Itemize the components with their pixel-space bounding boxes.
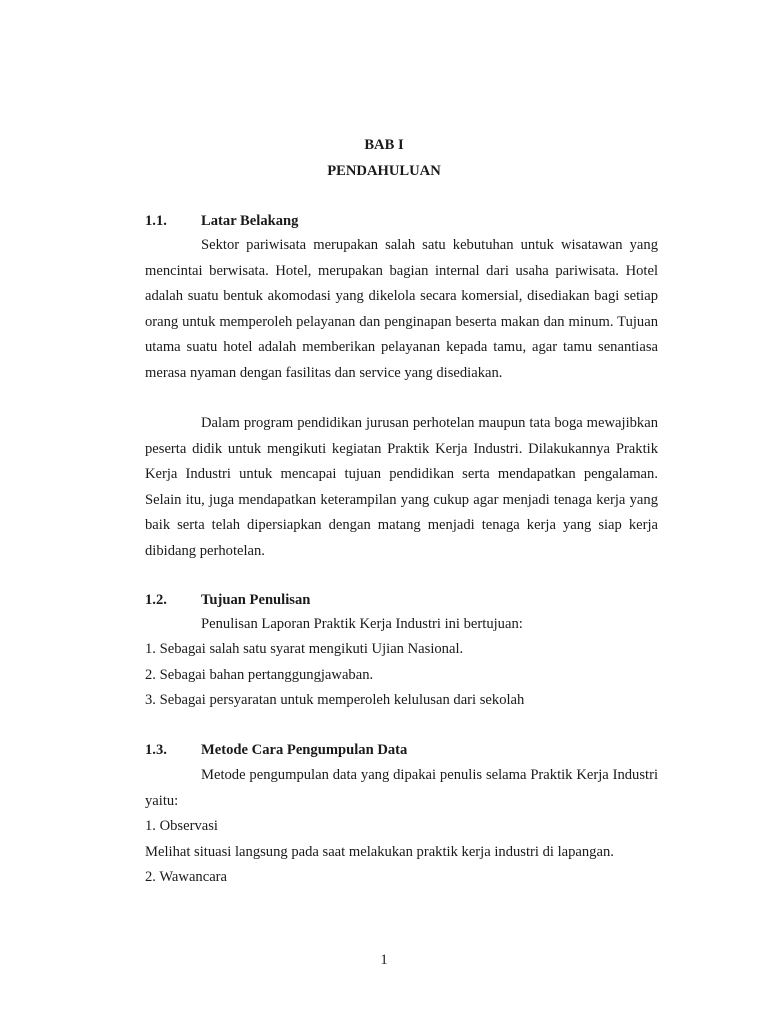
section-heading-1-1 [145, 213, 298, 230]
chapter-title: PENDAHULUAN [327, 163, 441, 179]
section-title: Tujuan Penulisan [201, 592, 311, 608]
section-title: Metode Cara Pengumpulan Data [201, 742, 408, 758]
section-number: 1.3. [145, 742, 167, 758]
list-item: 1. Sebagai salah satu syarat mengikuti Ujian Nasional. [145, 641, 464, 657]
list-item: 2. Wawancara [145, 869, 228, 885]
chapter-label: BAB I [364, 137, 404, 153]
list-item-description: Melihat situasi langsung pada saat melakukan praktik kerja industri di lapangan. [145, 844, 614, 860]
section-title: Latar Belakang [201, 213, 299, 229]
paragraph-1-1-b: Dalam program pendidikan jurusan perhotelan maupun tata boga mewajibkan peserta didik untuk mengikuti kegiatan Praktik Kerja Industri. Dilakukannya Praktik Kerja Industri untuk mencapai tujuan pendidikan serta mendapatkan pengalaman. Selain itu, juga mendapatkan keterampilan yang cukup agar menjadi tenaga kerja yang baik serta telah dipersiapkan dengan matang menjadi tenaga kerja yang siap kerja dibidang perhotelan. [145, 415, 658, 559]
section-number: 1.1. [145, 213, 167, 229]
section-1-2-intro: Penulisan Laporan Praktik Kerja Industri ini bertujuan: [201, 616, 523, 632]
list-item: 1. Observasi [145, 818, 218, 834]
page-number: 1 [380, 952, 388, 968]
section-1-3-intro: Metode pengumpulan data yang dipakai penulis selama Praktik Kerja Industri yaitu: [145, 767, 658, 809]
section-heading-1-2 [145, 592, 310, 609]
section-number: 1.2. [145, 592, 167, 608]
list-item: 2. Sebagai bahan pertanggungjawaban. [145, 667, 374, 683]
list-item: 3. Sebagai persyaratan untuk memperoleh kelulusan dari sekolah [145, 692, 525, 708]
section-heading-1-3 [145, 742, 407, 759]
paragraph-1-1-a: Sektor pariwisata merupakan salah satu kebutuhan untuk wisatawan yang mencintai berwisata. Hotel, merupakan bagian internal dari usaha pariwisata. Hotel adalah suatu bentuk akomodasi yang dikelola secara komersial, disediakan bagi setiap orang untuk memperoleh pelayanan dan penginapan beserta makan dan minum. Tujuan utama suatu hotel adalah memberikan pelayanan kepada tamu, agar tamu senantiasa merasa nyaman dengan fasilitas dan service yang disediakan. [145, 237, 658, 381]
